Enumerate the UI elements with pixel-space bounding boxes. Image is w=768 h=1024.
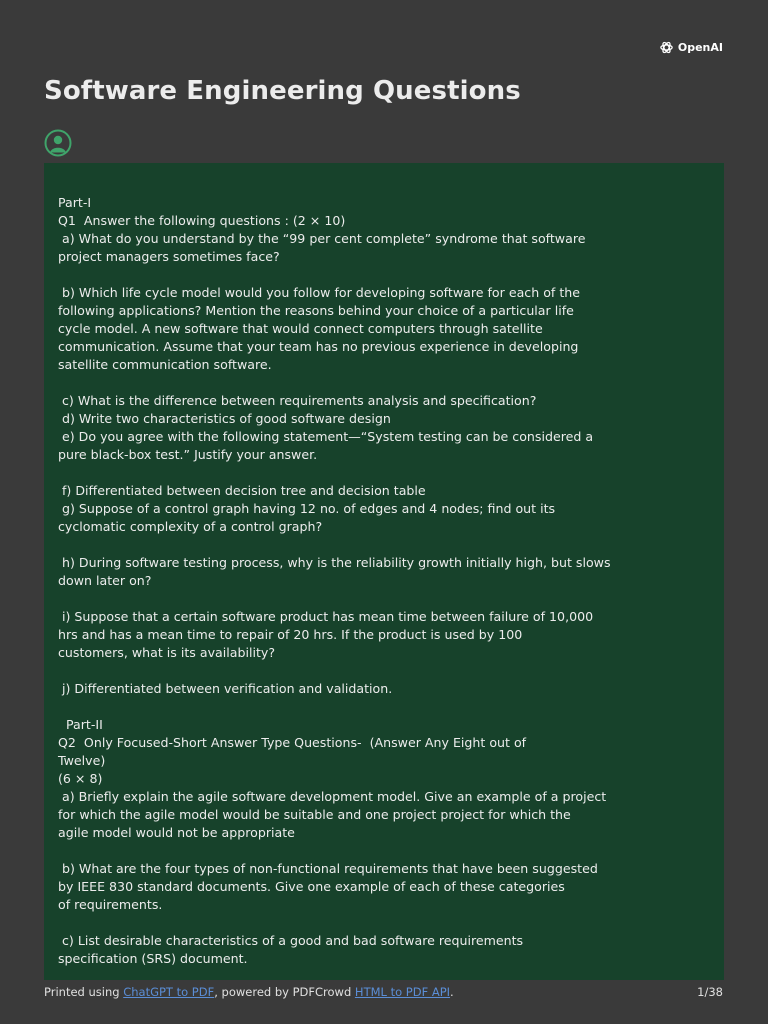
message-line: Q2 Only Focused-Short Answer Type Questions- (Answer Any Eight out of xyxy=(58,735,527,750)
message-line: h) During software testing process, why is the reliability growth initially high, but slows xyxy=(58,555,611,570)
message-line xyxy=(58,698,710,716)
message-line: cyclomatic complexity of a control graph? xyxy=(58,519,323,534)
message-line: Part-II xyxy=(58,717,103,732)
message-line: b) What are the four types of non-functional requirements that have been suggested xyxy=(58,861,598,876)
message-line: communication. Assume that your team has no previous experience in developing xyxy=(58,339,579,354)
message-line: j) Differentiated between verification and validation. xyxy=(58,681,393,696)
message-line: c) List desirable characteristics of a good and bad software requirements xyxy=(58,933,524,948)
message-line: satellite communication software. xyxy=(58,357,272,372)
message-line xyxy=(58,590,710,608)
message-line: f) Differentiated between decision tree and decision table xyxy=(58,483,426,498)
message-line: a) What do you understand by the “99 per cent complete” syndrome that software xyxy=(58,231,586,246)
footer-credit xyxy=(44,985,454,999)
openai-logo-icon xyxy=(659,40,674,55)
message-line xyxy=(58,374,710,392)
message-line: Part-I xyxy=(58,195,92,210)
openai-brand xyxy=(659,40,723,55)
message-line: for which the agile model would be suitable and one project project for which the xyxy=(58,807,571,822)
user-avatar-icon xyxy=(44,129,72,157)
message-line xyxy=(58,662,710,680)
message-line: of requirements. xyxy=(58,897,163,912)
footer xyxy=(44,985,723,999)
document-title: Software Engineering Questions xyxy=(44,76,521,106)
message-line: d) Write two characteristics of good software design xyxy=(58,411,391,426)
message-line: by IEEE 830 standard documents. Give one example of each of these categories xyxy=(58,879,565,894)
footer-suffix: . xyxy=(450,985,454,999)
message-line: c) What is the difference between requirements analysis and specification? xyxy=(58,393,537,408)
brand-name: OpenAI xyxy=(677,41,723,54)
message-line xyxy=(58,464,710,482)
message-line xyxy=(58,266,710,284)
message-line: pure black-box test.” Justify your answer. xyxy=(58,447,318,462)
message-line: (6 × 8) xyxy=(58,771,103,786)
message-line: a) Briefly explain the agile software development model. Give an example of a project xyxy=(58,789,607,804)
html-to-pdf-api-link[interactable]: HTML to PDF API xyxy=(354,985,451,999)
message-line: cycle model. A new software that would connect computers through satellite xyxy=(58,321,543,336)
message-line: hrs and has a mean time to repair of 20 hrs. If the product is used by 100 xyxy=(58,627,523,642)
message-line: agile model would not be appropriate xyxy=(58,825,295,840)
message-line: following applications? Mention the reasons behind your choice of a particular life xyxy=(58,303,574,318)
message-line: i) Suppose that a certain software product has mean time between failure of 10,000 xyxy=(58,609,594,624)
footer-prefix: Printed using xyxy=(44,985,124,999)
message-line: e) Do you agree with the following statement—“System testing can be considered a xyxy=(58,429,594,444)
message-line: down later on? xyxy=(58,573,152,588)
user-message xyxy=(44,163,724,980)
message-line: b) Which life cycle model would you follow for developing software for each of the xyxy=(58,285,581,300)
message-line: Q1 Answer the following questions : (2 × 10) xyxy=(58,213,346,228)
chatgpt-to-pdf-link[interactable]: ChatGPT to PDF xyxy=(123,985,215,999)
footer-middle: , powered by PDFCrowd xyxy=(214,985,355,999)
message-line xyxy=(58,842,710,860)
message-line xyxy=(58,536,710,554)
message-line: customers, what is its availability? xyxy=(58,645,276,660)
message-line: project managers sometimes face? xyxy=(58,249,280,264)
message-line: specification (SRS) document. xyxy=(58,951,248,966)
message-line xyxy=(58,914,710,932)
message-body xyxy=(58,194,710,968)
page-number: 1/38 xyxy=(697,985,723,999)
message-line: g) Suppose of a control graph having 12 no. of edges and 4 nodes; find out its xyxy=(58,501,556,516)
message-line: Twelve) xyxy=(58,753,106,768)
